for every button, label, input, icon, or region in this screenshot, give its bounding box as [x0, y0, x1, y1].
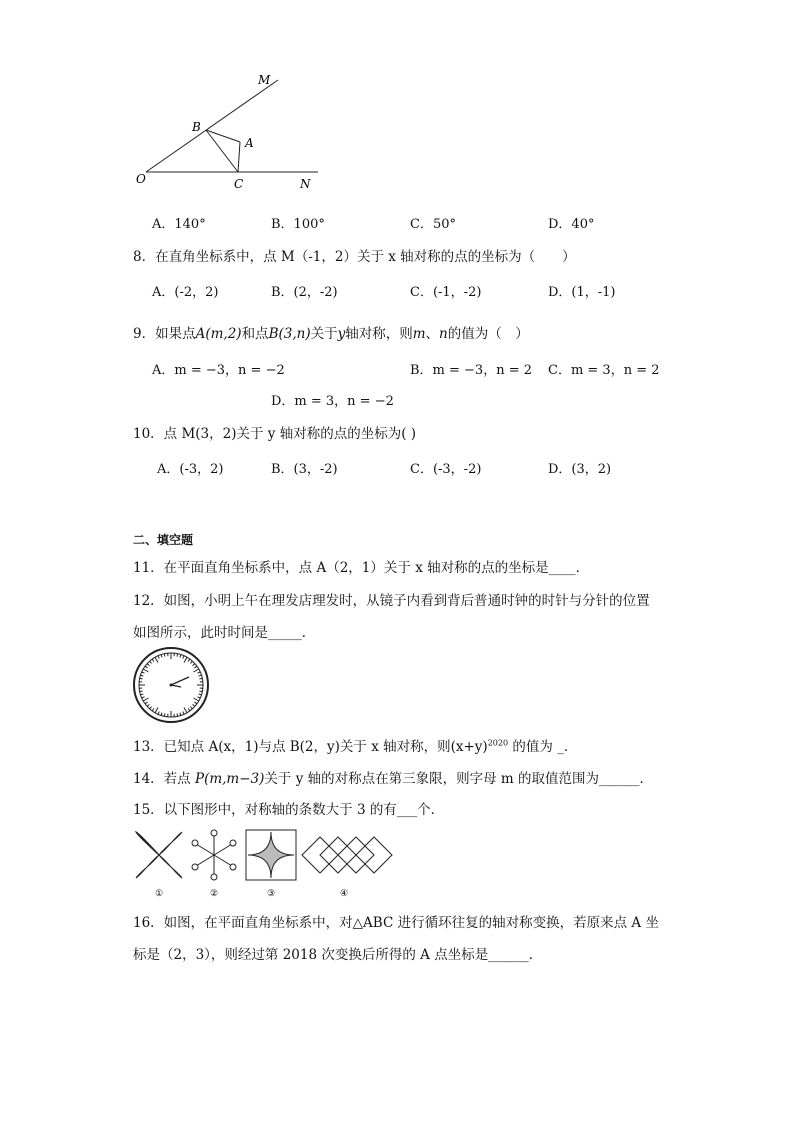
- q13-tail: 的值为 _．: [508, 739, 578, 755]
- q13: [133, 735, 577, 755]
- clock-tick: [188, 659, 190, 661]
- figure-asterisk: [192, 830, 236, 880]
- q9-mid3: 轴对称，则: [345, 326, 413, 342]
- q7-option-c: C．50°: [410, 217, 456, 232]
- q9-stem: [133, 322, 529, 342]
- q10-option-a: A．(-3，2): [157, 462, 224, 477]
- figure-square-star: [246, 830, 296, 880]
- clock-tick: [141, 694, 144, 695]
- geometry-figure: [128, 66, 328, 192]
- q10-option-c: C．(-3，-2): [410, 462, 482, 477]
- clock-tick: [152, 659, 154, 661]
- clock-tick: [183, 656, 184, 659]
- clock-tick: [199, 691, 202, 692]
- q16-line1: 16．如图，在平面直角坐标系中，对△ABC 进行循环往复的轴对称变换，若原来点 A 坐: [133, 915, 659, 931]
- clock-tick: [194, 702, 196, 704]
- clock-tick: [140, 678, 143, 679]
- q9-option-d: D．m = 3，n = −2: [271, 394, 394, 409]
- clock-tick: [184, 657, 187, 662]
- q9-sep: 、: [425, 326, 440, 342]
- q7-option-d: D．40°: [548, 217, 595, 232]
- clock-tick: [188, 708, 190, 710]
- q14: [133, 767, 653, 787]
- figure-label-2: ②: [210, 889, 219, 899]
- clock-tick: [145, 702, 147, 704]
- clock-tick: [161, 655, 162, 658]
- q9-tail: 的值为（ ）: [447, 326, 529, 342]
- figure-diamonds: [302, 837, 392, 873]
- clock-figure: [131, 645, 211, 725]
- clock-tick: [155, 708, 158, 713]
- clock-tick: [194, 669, 199, 672]
- clock-tick: [180, 713, 181, 716]
- q10-option-d: D．(3，2): [548, 462, 612, 477]
- clock-tick: [145, 666, 147, 668]
- label-M: M: [258, 73, 271, 87]
- clock-tick: [197, 672, 200, 673]
- label-N: N: [300, 177, 311, 191]
- clock-tick: [141, 675, 144, 676]
- clock-tick: [177, 654, 178, 657]
- clock-tick: [199, 678, 202, 679]
- q9-option-b: B．m = −3，n = 2: [410, 363, 533, 378]
- q10-stem: 10．点 M(3，2)关于 y 轴对称的点的坐标为( ): [133, 426, 417, 442]
- clock-tick: [194, 698, 199, 701]
- clock-tick: [150, 707, 152, 709]
- clock-tick: [199, 675, 202, 676]
- q8-option-c: C．(-1，-2): [410, 285, 482, 300]
- clock-tick: [140, 691, 143, 692]
- clock-tick: [183, 711, 184, 714]
- clock-tick: [184, 708, 187, 713]
- q7-option-b: B．100°: [271, 217, 325, 232]
- clock-tick: [161, 713, 162, 716]
- q9-mid2: 关于: [310, 326, 338, 342]
- clock-tick: [193, 704, 195, 706]
- label-A: A: [245, 136, 254, 150]
- clock-tick: [197, 697, 200, 698]
- q13-exponent: 2020: [487, 738, 509, 748]
- label-C: C: [234, 177, 244, 191]
- clock-tick: [164, 713, 165, 716]
- clock-tick: [142, 672, 145, 673]
- label-B: B: [192, 120, 201, 134]
- clock-tick: [194, 666, 196, 668]
- clock-tick: [158, 656, 159, 659]
- q9-point-a: A(m,2): [195, 326, 242, 342]
- q7-option-a: A．140°: [152, 217, 206, 232]
- clock-tick: [158, 711, 159, 714]
- q9-var-n: n: [439, 326, 448, 342]
- q14-point: P(m,m−3): [194, 771, 265, 787]
- q9-var-m: m: [412, 326, 426, 342]
- q9-point-b: B(3,n): [268, 326, 311, 342]
- q8-option-d: D．(1，-1): [548, 285, 616, 300]
- label-O: O: [136, 172, 146, 186]
- clock-tick: [142, 697, 145, 698]
- q8-option-b: B．(2，-2): [271, 285, 338, 300]
- q9-option-a: A．m = −3，n = −2: [152, 363, 285, 378]
- clock-tick: [152, 708, 154, 710]
- clock-tick: [150, 661, 152, 663]
- clock-tick: [177, 713, 178, 716]
- q9-prefix: 9．如果点: [133, 326, 196, 342]
- q9-mid1: 和点: [241, 326, 269, 342]
- q14-tail: 关于 y 轴的对称点在第三象限，则字母 m 的取值范围为______．: [264, 771, 653, 787]
- figure-petals: [136, 832, 182, 878]
- clock-tick: [155, 657, 158, 662]
- clock-tick: [199, 694, 202, 695]
- q10-option-b: B．(3，-2): [271, 462, 338, 477]
- clock-tick: [180, 655, 181, 658]
- q9-axis: y: [337, 326, 346, 342]
- clock-tick: [143, 669, 148, 672]
- q14-prefix: 14．若点: [133, 771, 195, 787]
- q15-stem: 15．以下图形中，对称轴的条数大于 3 的有___个．: [133, 802, 445, 818]
- figure-label-3: ③: [267, 889, 276, 899]
- q12-line2: 如图所示，此时时间是_____．: [133, 625, 316, 641]
- q16-line2: 标是（2，3），则经过第 2018 次变换后所得的 A 点坐标是______．: [133, 947, 543, 963]
- clock-tick: [190, 707, 192, 709]
- section-title: 二、填空题: [133, 533, 194, 547]
- q11: 11．在平面直角坐标系中，点 A（2，1）关于 x 轴对称的点的坐标是____．: [133, 560, 590, 576]
- clock-tick: [190, 661, 192, 663]
- q13-text: 13．已知点 A(x，1)与点 B(2，y)关于 x 轴对称，则(x+y): [133, 739, 488, 755]
- q12-line1: 12．如图，小明上午在理发店理发时，从镜子内看到背后普通时钟的时针与分针的位置: [133, 593, 650, 609]
- clock-tick: [143, 698, 148, 701]
- clock-tick: [193, 664, 195, 666]
- q8-stem: 8．在直角坐标系中，点 M（-1，2）关于 x 轴对称的点的坐标为（ ）: [133, 249, 576, 265]
- figure-label-4: ④: [340, 889, 349, 899]
- q8-option-a: A．(-2，2): [152, 285, 219, 300]
- clock-tick: [147, 664, 149, 666]
- figure-label-1: ①: [155, 889, 164, 899]
- clock-tick: [164, 654, 165, 657]
- symmetry-figures: [130, 826, 400, 900]
- clock-tick: [147, 704, 149, 706]
- q9-option-c: C．m = 3，n = 2: [548, 363, 660, 378]
